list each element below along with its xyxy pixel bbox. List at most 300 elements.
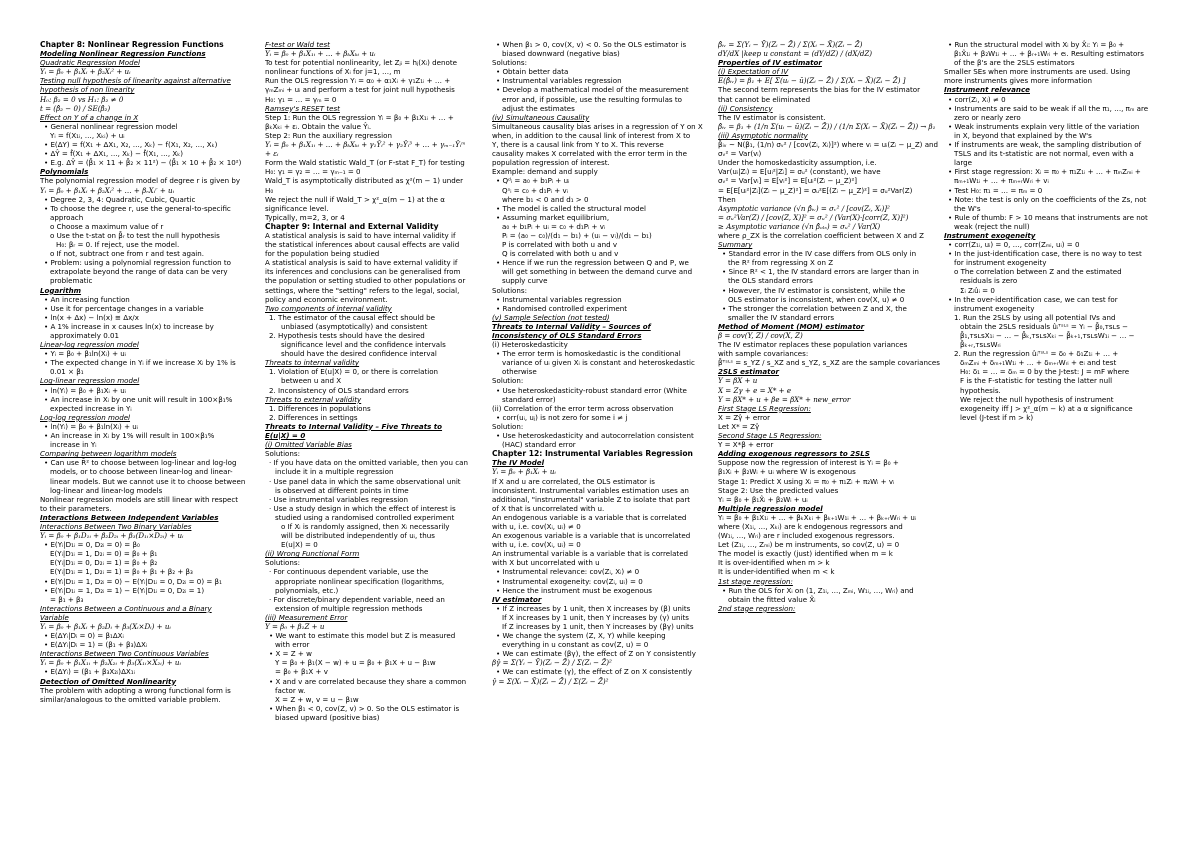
text-line: • If instruments are weak, the sampling distribution of [948,140,1142,150]
column-2 [265,40,497,840]
text-line: 1. Differences in populations [269,403,371,413]
text-line: An instrumental variable is a variable that is correlated [492,549,689,559]
text-line: standard error) [502,394,556,404]
text-line: β̂ᵀˢᴸˢ = s_YZ / s_XZ and s_YZ, s_XZ are the sample covariances [718,358,940,368]
text-line: Solution: [492,376,524,386]
text-line: residuals is zero [960,276,1018,286]
text-line: • ln(Yᵢ) = β₀ + β₁ln(Xᵢ) + uᵢ [44,421,139,431]
text-line: • Instrumental relevance: cov(Zᵢ, Xᵢ) ≠ 0 [496,567,640,577]
section-heading: Interactions Between Independent Variables [40,512,219,522]
text-line: TSLS and its t-statistic are not normal, even with a [954,149,1134,159]
text-line: Pᵢ = (a₀ − c₀)/(d₁ − b₁) + (uᵢ − vᵢ)/(d₁ − b₁) [502,230,652,240]
text-line: X = Z + w, v = u − β₁w [275,694,359,704]
text-line: · Use a study design in which the effect of interest is [269,503,456,513]
text-line: δₘZₘᵢ + δₘ₊₁W₁ᵢ + … + δₘ₊ᵣWᵣᵢ + eᵢ and test [960,358,1117,368]
text-line: where ρ_ZX is the correlation coefficient between X and Z [718,230,924,240]
text-line: • E(ΔYᵢ|Dᵢ = 1) = (β₁ + β₃)ΔXᵢ [44,640,148,650]
section-heading: Chapter 9: Internal and External Validity [265,221,439,231]
text-line: • X and v are correlated because they share a common [269,676,467,686]
text-line: OLS estimator is inconsistent, when cov(X, u) ≠ 0 [728,294,905,304]
text-line: extension of multiple regression methods [275,603,423,613]
text-line: zero or nearly zero [954,112,1021,122]
text-line: • The error term is homoskedastic is the conditional [496,349,681,359]
text-line: Yᵢ = β₀ + β₁X₁ᵢ + β₂X₂ᵢ + β₃(X₁ᵢ×X₂ᵢ) + uᵢ [40,658,181,668]
text-line: • E(ΔYᵢ) = (β₁ + β₃X₂ᵢ)ΔX₁ᵢ [44,667,135,677]
text-line: Then [718,194,736,204]
text-line: the OLS standard errors [728,276,813,286]
text-line: • In the over-identification case, we can test for [948,294,1118,304]
column-3 [492,40,714,840]
text-line: 0.01 × β₁ [50,367,84,377]
text-line: • Instrumental exogeneity: cov(Zᵢ, uᵢ) = 0 [496,576,643,586]
text-line: with u, i.e. cov(Xᵢ, uᵢ) = 0 [492,540,581,550]
section-heading: Quadratic Regression Model [40,58,140,68]
text-line: Yᵢ = f(X₁ᵢ, …, Xₖᵢ) + uᵢ [50,130,125,140]
text-line: • We can estimate (βγ), the effect of Z on Y consistently [496,649,696,659]
text-line: Solutions: [265,558,300,568]
text-line: (ii) Correlation of the error term across observation [492,403,674,413]
text-line: The model is exactly (just) identified when m = k [718,549,893,559]
text-line: expected increase in Yᵢ [50,403,132,413]
text-line: β₁Xᵢ + β₂Wᵢ + uᵢ where W is exogenous [718,467,856,477]
text-line: = β₁ + β₃ [50,594,84,604]
text-line: • Instrumental variables regression [496,294,622,304]
text-line: with sample covariances: [718,349,809,359]
text-line: Solutions: [265,449,300,459]
text-line: • If Z increases by 1 unit, then X increases by (β) units [496,603,691,613]
text-line: + εᵢ [265,149,279,159]
text-line: Suppose now the regression of interest is Yᵢ = β₀ + [718,458,899,468]
text-line: linear models. But we cannot use it to choose between [50,476,246,486]
text-line: E(u|X) = 0 [281,540,318,550]
text-line: βₖXₖᵢ + εᵢ. Obtain the value Ŷᵢ. [265,121,372,131]
text-line: significance level. [265,203,329,213]
text-line: with u, i.e. cov(Xᵢ, uᵢ) ≠ 0 [492,521,581,531]
text-line: o The correlation between Z and the estimated [954,267,1122,277]
section-heading: Multiple regression model [718,503,823,513]
section-heading: (i) Expectation of IV [718,67,789,77]
text-line: exogeneity iff J > χ²_α(m − k) at a α significance [960,403,1133,413]
section-heading: 2SLS estimator [718,367,779,377]
text-line: Y = βX* + u + βe = βX* + new_error [718,394,851,404]
text-line: • Instruments are said to be weak if all the π₁, …, πₘ are [948,103,1149,113]
text-line: πₘ₊₁W₁ᵢ + … + πₘ₊ᵣWᵣᵢ + vᵢ [954,176,1049,186]
text-line: smaller the IV standard errors [728,312,835,322]
text-line: hypothesis. [960,385,1001,395]
text-line: H₀: δ₁ = … = δₘ = 0 by the J-test: J = mF where [960,367,1130,377]
text-line: biased downward (negative bias) [502,49,620,59]
section-heading: Comparing between logarithm models [40,449,177,459]
column-4 [718,40,940,840]
text-line: • Develop a mathematical model of the measurement [496,85,689,95]
text-line: problematic [50,276,93,286]
text-line: studied using a randomised controlled experiment [275,512,455,522]
text-line: We reject the null hypothesis of instrument [960,394,1114,404]
text-line: It is under-identified when m < k [718,567,835,577]
text-line: Q is correlated with both u and v [502,249,619,259]
column-1 [40,40,260,840]
section-heading: Summary [718,240,753,250]
section-heading: Method of Moment (MOM) estimator [718,321,865,331]
section-heading: (ii) Wrong Functional Form [265,549,360,559]
section-heading: Polynomials [40,167,89,177]
text-line: o Use the t-stat on β̂ᵣ to test the null hypothesis [50,230,220,240]
text-line: 2. Inconsistency of OLS standard errors [269,385,409,395]
text-line: (HAC) standard error [502,440,576,450]
text-line: obtain the fitted value X̂ᵢ [728,594,816,604]
text-line: a₀ + b₁Pᵢ + uᵢ = c₀ + d₁Pᵢ + vᵢ [502,221,606,231]
text-line: everything in u constant as cov(Z, u) = 0 [502,640,649,650]
section-heading: Detection of Omitted Nonlinearity [40,676,177,686]
section-heading: Logarithm [40,285,82,295]
text-line: extrapolate beyond the range of data can be very [50,267,228,277]
text-line: Yᵢ = β₀ + β₁Xᵢ + β₂Dᵢ + β₃(Xᵢ×Dᵢ) + uᵢ [40,622,171,631]
text-line: when, in addition to the causal link of interest from X to [492,130,691,140]
text-line: will get something in between the demand curve and [502,267,693,277]
section-heading: Threats to Internal Validity – Sources of [492,321,651,331]
text-line: The IV estimator is consistent. [718,112,826,122]
text-line: • Hence the instrument must be exogenous [496,585,652,595]
text-line: 1. Violation of E(u|X) = 0, or there is correlation [269,367,439,377]
text-line: 2. Differences in settings [269,412,358,422]
text-line: ≥ Asymptotic variance (√n β̂ₒₗₛ) = σᵤ² / Var(X) [718,221,881,231]
text-line: • The stronger the correlation between Z and X, the [722,303,907,313]
text-line: 2. Run the regression ûᵢᵀˢᴸˢ = δ₀ + δ₁Z₁ᵢ + … + [954,349,1119,359]
text-line: E(β̂ᵢᵥ) = β₁ + E[ Σ(uᵢ − ū)(Zᵢ − Z̄) / Σ(Xᵢ − X̄)(Zᵢ − Z̄) ] [718,76,906,86]
text-line: level (J-test if m > k) [960,412,1034,422]
section-heading: Adding exogenous regressors to 2SLS [718,449,870,459]
text-line: = σᵤ²Var(Z) / [cov(Z, X)]² = σᵤ² / (Var(X)·[corr(Z, X)]²) [718,212,909,222]
text-line: Y = X*β + error [718,440,774,450]
text-line: E(Yᵢ|D₁ᵢ = 1, D₂ᵢ = 0) = β₀ + β₁ [50,549,158,559]
text-line: • First stage regression: Xᵢ = π₀ + π₁Z₁ᵢ + … + πₘZₘᵢ + [948,167,1141,177]
text-line: unbiased (asymptotically) and consistent [281,321,428,331]
text-line: for instrument exogeneity [954,258,1047,268]
text-line: Step 1: Run the OLS regression Yᵢ = β₀ + β₁X₁ᵢ + … + [265,112,454,122]
text-line: Qˢᵢ = c₀ + d₁Pᵢ + vᵢ [502,185,568,195]
text-line: obtain the 2SLS residuals ûᵢᵀˢᴸˢ = Yᵢ − β̂₀,ᴛsʟs − [960,321,1129,331]
text-line: where b₁ < 0 and d₁ > 0 [502,194,589,204]
text-line: Simultaneous causality bias arises in a regression of Y on X [492,121,703,131]
text-line: • Rule of thumb: F > 10 means that instruments are not [948,212,1148,222]
section-heading: (iv) Simultaneous Causality [492,112,590,122]
text-line: large [954,158,972,168]
text-line: weak (reject the null) [954,221,1030,231]
text-line: • A 1% increase in x causes ln(x) to increase by [44,321,214,331]
section-heading: Interactions Between a Continuous and a Binary [40,603,212,613]
text-line: H₀: γ₁ = … = γₘ = 0 [265,94,337,104]
text-line: β̂ᵢᵥ ~ N(β₁, (1/n) σᵥ² / [cov(Zᵢ, Xᵢ)]²) where vᵢ = uᵢ(Zᵢ − μ_Z) and [718,140,939,150]
text-line: • Can use R̄² to choose between log-linear and log-log [44,458,237,468]
text-line: Asymptotic variance (√n β̂ᵢᵥ) = σᵥ² / [cov(Zᵢ, Xᵢ)]² [718,203,890,213]
text-line: Yᵢ = β₀ + β₁D₁ᵢ + β₂D₂ᵢ + β₃(D₁ᵢ×D₂ᵢ) + uᵢ [40,531,184,541]
text-line: • To choose the degree r, use the general-to-specific [44,203,231,213]
section-heading: F-test or Wald test [265,40,330,49]
text-line: • E(ΔY) = f(X₁ + ΔX₁, X₂, …, Xₖ) − f(X₁, X₂, …, Xₖ) [44,140,218,150]
text-line: • Since R² < 1, the IV standard errors are larger than in [722,267,919,277]
text-line: 2. Hypothesis tests should have the desired [269,331,425,340]
text-line: policy and economic environment. [265,294,388,304]
text-line: in X, beyond that explained by the W's [954,130,1092,140]
text-line: An exogenous variable is a variable that is uncorrelated [492,531,691,541]
text-line: Y = β₀ + β₁(X − w) + u = β₀ + β₁X + u − β₁w [275,658,436,668]
section-heading: Modeling Nonlinear Regression Functions [40,49,206,59]
text-line: • E(Yᵢ|D₁ᵢ = 0, D₂ᵢ = 0) = β₀ [44,540,140,550]
text-line: • We want to estimate this model but Z is measured [269,631,456,641]
text-line: • Obtain better data [496,67,569,77]
text-line: H₀: β₂ = 0 vs H₁: β₂ ≠ 0 [40,94,124,104]
section-heading: Chapter 8: Nonlinear Regression Functions [40,40,224,49]
text-line: the statistical inferences about causal effects are valid [265,240,460,250]
text-line: that cannot be eliminated [718,94,811,104]
text-line: • Randomised controlled experiment [496,303,628,313]
text-line: Yᵢ = β₀ + β₁X₁ᵢ + … + βₖXₖᵢ + βₖ₊₁W₁ᵢ + … + βₖ₊ᵣWᵣᵢ + uᵢ [718,512,917,522]
text-line: • X = Z + w [269,649,312,659]
text-line: with X but uncorrelated with u [492,558,600,568]
text-line: supply curve [502,276,548,286]
section-heading: (iii) Measurement Error [265,612,348,622]
text-line: is observed at different points in time [275,485,409,495]
text-line: to their parameters. [40,503,112,513]
text-line: factor w. [275,685,306,695]
text-line: γₘZₘᵢ + uᵢ and perform a test for joint null hypothesis [265,85,455,95]
text-line: its inferences and conclusions can be generalised from [265,267,461,277]
text-line: log-linear and linear-log models [50,485,163,495]
text-line: Example: demand and supply [492,167,598,177]
text-line: • We change the system (Z, X, Y) while keeping [496,631,666,641]
section-heading: The IV Model [492,458,545,468]
text-line: Yᵢ = β₀ + β₁X₁ᵢ + … + βₖXₖᵢ + γ₁Ŷᵢ² + γ₂Ŷᵢ³ + … + γₘ₋₁Ŷᵢᵐ [265,140,466,150]
section-heading: Linear-log regression model [40,340,139,350]
text-line: • Note: the test is only on the coefficients of the Zs, not [948,194,1147,204]
section-heading: Log-linear regression model [40,376,140,386]
text-line: with error [275,640,310,650]
text-line: Solution: [492,421,524,431]
text-line: σᵥ² = Var[vᵢ] = E[vᵢ²] = E[uᵢ²(Zᵢ − μ_Z)²] [718,176,858,186]
text-line: H₀: γ₁ = γ₂ = … = γₘ₋₁ = 0 [265,167,361,177]
text-line: β₁X̂₁ᵢ + β₂W₁ᵢ + … + βᵣ₊₁Wᵣᵢ + eᵢ. Resulting estimators [954,49,1144,59]
text-line: o If Xᵢ is randomly assigned, then Xᵢ necessarily [281,521,450,531]
text-line: inconsistent. Instrumental variables estimation uses an [492,485,689,495]
section-heading: (iii) Asymptotic normality [718,130,808,140]
text-line: t = (β̂₂ − 0) / SE(β̂₂) [40,103,111,113]
section-heading: Interactions Between Two Binary Variables [40,521,192,531]
section-heading: 2nd stage regression: [718,603,796,613]
section-heading: IV estimator [492,594,542,604]
text-line: If X increases by 1 unit, then Y increases by (γ) units [502,612,690,622]
text-line: H₀: βᵣ = 0. If reject, use the model. [56,240,180,250]
text-line: for the population being studied [265,249,380,259]
text-line: • E(Yᵢ|D₁ᵢ = 1, D₂ᵢ = 0) − E(Yᵢ|D₁ᵢ = 0, D₂ᵢ = 0) = β₁ [44,576,222,586]
text-line: • Use heteroskedasticity and autocorrelation consistent [496,431,694,441]
section-heading: Threats to internal validity [265,358,360,368]
text-line: • E(ΔYᵢ|Dᵢ = 0) = β₁ΔXᵢ [44,631,124,641]
text-line: Y, there is a causal link from Y to X. This reverse [492,140,664,150]
text-line: = E[E[uᵢ²|Zᵢ](Zᵢ − μ_Z)²] = σᵤ²E[(Zᵢ − μ_Z)²] = σᵤ²Var(Z) [718,185,913,195]
text-line: • In the just-identification case, there is no way to test [948,249,1142,259]
text-line: Stage 2: Use the predicted values [718,485,839,495]
text-line: F is the F-statistic for testing the latter null [960,376,1113,386]
text-line: · Use panel data in which the same observational unit [269,476,461,486]
text-line: · Use instrumental variables regression [269,494,409,504]
text-line: Yᵢ = β₀ + β₁Xᵢ + β₂Xᵢ² + uᵢ [40,67,131,77]
text-line: E(Yᵢ|D₁ᵢ = 0, D₂ᵢ = 1) = β₀ + β₂ [50,558,158,568]
text-line: It is over-identified when m > k [718,558,830,568]
text-line: the W's [954,203,981,213]
section-heading: Chapter 12: Instrumental Variables Regression [492,449,693,459]
text-line: between u and X [281,376,342,386]
text-line: where (X₁ᵢ, …, Xₖᵢ) are k endogenous regressors and [718,521,903,531]
text-line: To test for potential nonlinearity, let Zⱼᵢ = hⱼ(Xᵢ) denote [265,58,457,68]
text-line: • Use it for percentage changes in a variable [44,303,204,313]
text-line: • An increase in Xᵢ by 1% will result in 100×β₁% [44,431,215,441]
text-line: Let X* = Zγ̂ [718,421,760,431]
text-line: significance level and the confidence intervals [281,340,446,350]
text-line: 1. The estimator of the causal effect should be [269,312,436,322]
text-line: models, or to choose between linear-log and linear- [50,467,233,477]
text-line: • Run the structural model with Xᵢ by X̂ᵢ: Yᵢ = β₀ + [948,40,1125,49]
text-line: Solutions: [492,285,527,295]
text-line: • Weak instruments explain very little of the variation [948,121,1140,131]
text-line: • Instrumental variables regression [496,76,622,86]
text-line: 1. Run the 2SLS by using all potential IVs and [954,312,1116,322]
text-line: variance of uᵢ given Xᵢ is constant and heteroskedastic [502,358,695,368]
text-line: • Run the OLS for Xᵢ on (1, Z₁ᵢ, …, Zₘᵢ, W₁ᵢ, …, Wᵣᵢ) and [722,585,914,595]
text-line: • Degree 2, 3, 4: Quadratic, Cubic, Quartic [44,194,196,204]
section-heading: E(u|X) = 0 [265,431,306,441]
text-line: (i) Heteroskedasticity [492,340,568,350]
section-heading: (ii) Consistency [718,103,773,113]
text-line: • Test H₀: π₁ = … = πₘ = 0 [948,185,1043,195]
text-line: approach [50,212,84,222]
text-line: • Hence if we run the regression between Q and P, we [496,258,689,268]
text-line: • Standard error in the IV case differs from OLS only in [722,249,917,259]
text-line: β = cov(Y, Z) / cov(X, Z) [718,331,803,340]
text-line: nonlinear functions of Xᵢ for j=1, …, m [265,67,401,77]
text-line: A statistical analysis is said to have internal validity if [265,230,456,240]
section-heading: First Stage LS Regression: [718,403,811,413]
section-heading: (i) Omitted Variable Bias [265,440,352,450]
text-line: • When β₁ > 0, cov(X, v) < 0. So the OLS estimator is [496,40,687,49]
text-line: · For continuous dependent variable, use the [269,567,429,577]
text-line: include it in a multiple regression [275,467,394,477]
text-line: X = Zγ + e = X* + e [718,385,792,395]
text-line: β̂₁,ᴛsʟsX₁ᵢ − … − β̂ₖ,ᴛsʟsXₖᵢ − β̂ₖ₊₁,ᴛsʟsW₁ᵢ − … − [960,331,1135,340]
text-line: o Choose a maximum value of r [50,221,164,231]
text-line: adjust the estimates [502,103,575,113]
section-heading: Log-log regression model [40,412,131,422]
text-line: • corr(uᵢ, uⱼ) is not zero for some i ≠ j [496,412,628,422]
text-line: A statistical analysis is said to have external validity if [265,258,458,268]
text-line: Y = βX + u [718,376,758,386]
text-line: • corr(Zᵢ, Xᵢ) ≠ 0 [948,94,1006,104]
text-line: (W₁ᵢ, …, Wᵣᵢ) are r included exogenous regressors. [718,531,895,541]
text-line: similar/analogous to the omitted variable problem. [40,694,221,704]
text-line: the population or setting studied to other populations or [265,276,466,286]
text-line: Stage 1: Predict X using Xᵢ = π₀ + π₁Zᵢ + π₂Wᵢ + vᵢ [718,476,895,486]
section-heading: Instrument exogeneity [944,230,1036,240]
text-line: instrument exogeneity [954,303,1035,313]
text-line: σᵥ² = Var(vᵢ) [718,149,762,159]
text-line: X = Zγ̂ + error [718,412,770,422]
text-line: • Qᵈᵢ = a₀ + b₁Pᵢ + uᵢ [496,176,570,186]
text-line: o If not, subtract one from r and test again. [50,249,205,259]
text-line: • ΔŶ = f̂(X₁ + ΔX₁, …, Xₖ) − f̂(X₁, …, Xₖ) [44,149,184,159]
section-heading: Threats to Internal Validity – Five Threats to [265,421,443,431]
text-line: • ln(x + Δx) − ln(x) ≅ Δx/x [44,312,139,322]
text-line: If Z increases by 1 unit, then Y increases by (βγ) units [502,622,694,631]
text-line: Typically, m=2, 3, or 4 [265,212,345,222]
text-line: appropriate nonlinear specification (logarithms, [275,576,445,586]
text-line: increase in Yᵢ [50,440,97,450]
text-line: We reject the null if Wald_T > χ²_α(m − 1) at the α [265,194,445,204]
text-line: of the β's are the 2SLS estimators [954,58,1075,68]
text-line: Run the OLS regression Yᵢ = α₀ + α₁Xᵢ + γ₁Z₁ᵢ + … + [265,76,451,86]
text-line: settings, where the "setting" refers to the legal, social, [265,285,460,295]
text-line: Yᵢ = β₀ + β₁X₁ᵢ + … + βₖXₖᵢ + uᵢ [265,49,376,59]
section-heading: Two components of internal validity [265,303,392,313]
text-line: • General nonlinear regression model [44,121,178,131]
text-line: β̂ₖ₊ᵣ,ᴛsʟsWᵣᵢ [960,340,1001,350]
text-line: should have the desired confidence interval [281,349,437,359]
text-line: • Use heteroskedasticity-robust standard error (White [496,385,687,395]
text-line: If X and u are correlated, the OLS estimator is [492,476,655,486]
text-line: causality makes X correlated with the error term in the [492,149,687,159]
text-line: Smaller SEs when more instruments are used. Using [944,67,1131,77]
section-heading: Ramsey's RESET test [265,103,340,113]
text-line: Solutions: [492,58,527,68]
text-line: the R² from regressing X on Z [728,258,834,268]
text-line: • The model is called the structural model [496,203,647,213]
text-line: • We can estimate (γ), the effect of Z on X consistently [496,667,692,677]
text-line: • ln(Yᵢ) = β₀ + β₁Xᵢ + uᵢ [44,385,127,395]
text-line: Nonlinear regression models are still linear with respect [40,494,239,504]
text-line: dY/dX |keep u constant = (dY/dZ) / (dX/dZ) [718,49,873,59]
section-heading: (v) Sample Selection (not tested) [492,312,610,322]
section-heading: Instrument relevance [944,85,1030,95]
text-line: The polynomial regression model of degree r is given by [40,176,241,186]
text-line: approximately 0.01 [50,331,120,340]
text-line: Let (Z₁ᵢ, …, Zₘᵢ) be m instruments, so cov(Z, u) = 0 [718,540,900,550]
text-line: The second term represents the bias for the IV estimator [718,85,921,95]
section-heading: Properties of IV estimator [718,58,822,68]
text-line: • E.g. ΔŶ = (β̂₁ × 11 + β̂₂ × 11²) − (β̂₁ × 10 + β̂₂ × 10²) [44,158,242,168]
text-line: · For discrete/binary dependent variable, need an [269,594,445,604]
text-line: Var(uᵢ|Zᵢ) = E[uᵢ²|Zᵢ] = σᵤ² (constant), we have [718,167,881,177]
text-line: • Assuming market equilibrium, [496,212,610,222]
text-line: Wald_T is asymptotically distributed as χ²(m − 1) under [265,176,464,186]
section-heading: Interactions Between Two Continuous Variables [40,649,209,659]
text-line: Y = β₀ + β₁Z + u [265,622,325,631]
text-line: polynomials, etc.) [275,585,339,595]
text-line: • However, the IV estimator is consistent, while the [722,285,906,295]
text-line: • An increase in Xᵢ by one unit will result in 100×β₁% [44,394,233,404]
text-line: The IV estimator replaces these population variances [718,340,908,350]
text-line: β̂ᵢᵥ = Σ(Yᵢ − Ȳ)(Zᵢ − Z̄) / Σ(Xᵢ − X̄)(Zᵢ − Z̄) [718,40,863,49]
text-line: population regression of interest. [492,158,610,168]
text-line: • E(Yᵢ|D₁ᵢ = 1, D₂ᵢ = 1) − E(Yᵢ|D₁ᵢ = 0, D₂ᵢ = 1) [44,585,205,595]
section-heading: hypothesis of non linearity [40,85,135,95]
text-line: Under the homoskedasticity assumption, i.e. [718,158,877,168]
section-heading: Variable [40,612,69,622]
column-5 [944,40,1166,840]
text-line: • An increasing function [44,294,130,304]
text-line: Σᵢ Zᵢûᵢ = 0 [960,285,995,295]
text-line: of X that is uncorrelated with u. [492,503,605,513]
section-heading: Second Stage LS Regression: [718,431,822,441]
text-line: • Problem: using a polynomial regression function to [44,258,231,268]
text-line: • The expected change in Yᵢ if we increase Xᵢ by 1% is [44,358,236,368]
